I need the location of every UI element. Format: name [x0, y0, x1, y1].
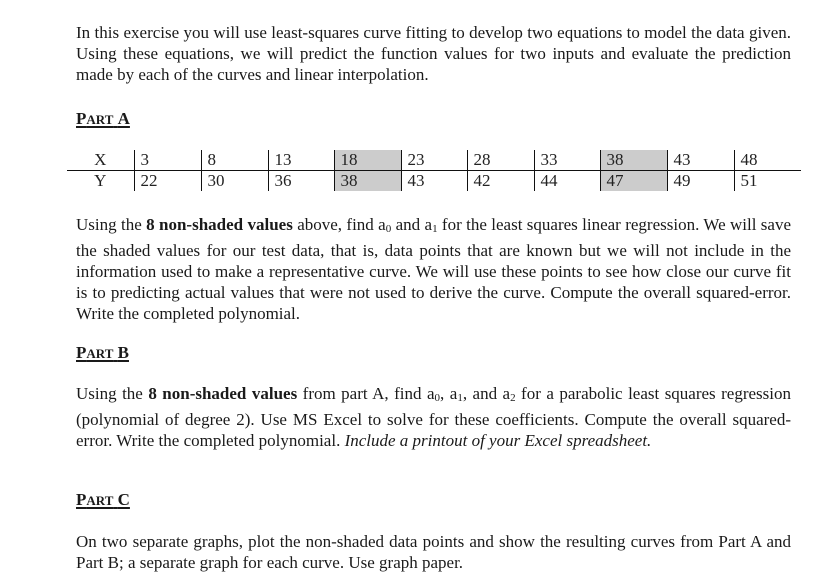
text: Using the	[76, 215, 147, 234]
x-cell: 8	[201, 150, 268, 171]
bold-text: 8 non-shaded values	[148, 384, 298, 403]
italic-text: Include a printout of your Excel spreadsheet.	[344, 431, 652, 450]
y-cell: 44	[534, 171, 600, 192]
x-cell: 13	[268, 150, 334, 171]
text: , and a	[462, 384, 511, 403]
text: for the least squares linear regression. We will save the shaded values for our test data, that is, data points that are known but we will not include in the information used to make a representative curve. We will use these points to see how close our curve fit is to predicting actual values that were not used to derive the curve. Compute the overall squared-error. Write the completed polynomial.	[76, 215, 792, 323]
x-cell-shaded: 18	[334, 150, 401, 171]
heading-letter: C	[117, 490, 130, 509]
data-table	[67, 150, 801, 191]
text: from part A, find a	[297, 384, 435, 403]
heading-letter: B	[117, 343, 129, 362]
subscript: 1	[432, 223, 438, 235]
heading-letter: A	[117, 109, 130, 128]
document-page	[76, 22, 791, 85]
text: for a parabolic least squares regression (polynomial of degree 2). Use MS Excel to solve for these coefficients. Compute the overall squared-error. Write the completed polynomial.	[76, 384, 792, 450]
subscript: 2	[510, 392, 516, 404]
table-row-x	[67, 150, 801, 171]
intro-paragraph: In this exercise you will use least-squares curve fitting to develop two equations to model the data given. Using these equations, we will predict the function values for two inputs and evaluate the prediction made by each of the curves and linear interpolation.	[76, 23, 791, 84]
x-cell: 33	[534, 150, 600, 171]
x-cell: 43	[667, 150, 734, 171]
y-cell: 36	[268, 171, 334, 192]
x-cell: 23	[401, 150, 467, 171]
y-cell: 49	[667, 171, 734, 192]
text: Using the	[76, 384, 149, 403]
y-cell-shaded: 38	[334, 171, 401, 192]
x-cell: 28	[467, 150, 534, 171]
y-cell: 43	[401, 171, 467, 192]
heading-initial: P	[76, 343, 87, 362]
row-label-y: Y	[94, 171, 107, 190]
bold-text: 8 non-shaded values	[146, 215, 293, 234]
x-cell: 3	[134, 150, 201, 171]
y-cell-shaded: 47	[600, 171, 667, 192]
text: and a	[391, 215, 433, 234]
part-c-paragraph: On two separate graphs, plot the non-shaded data points and show the resulting curves from Part A and Part B; a separate graph for each curve. Use graph paper.	[76, 532, 791, 572]
heading-initial: P	[76, 109, 87, 128]
heading-rest: ART	[86, 112, 114, 127]
part-b-paragraph	[76, 383, 791, 451]
y-cell: 42	[467, 171, 534, 192]
text: above, find a	[292, 215, 386, 234]
y-cell: 30	[201, 171, 268, 192]
part-c-heading	[76, 489, 130, 511]
y-cell: 22	[134, 171, 201, 192]
table-row-y	[67, 171, 801, 192]
heading-rest: ART	[86, 346, 114, 361]
x-cell-shaded: 38	[600, 150, 667, 171]
y-cell: 51	[734, 171, 801, 192]
row-label-x: X	[67, 150, 134, 171]
part-a-paragraph	[76, 214, 791, 324]
heading-initial: P	[76, 490, 87, 509]
subscript: 1	[457, 392, 463, 404]
heading-rest: ART	[86, 493, 114, 508]
part-a-heading	[76, 108, 130, 130]
x-cell: 48	[734, 150, 801, 171]
part-b-heading	[76, 342, 129, 364]
subscript: 0	[385, 223, 392, 235]
subscript: 0	[434, 392, 441, 404]
text: , a	[440, 384, 458, 403]
